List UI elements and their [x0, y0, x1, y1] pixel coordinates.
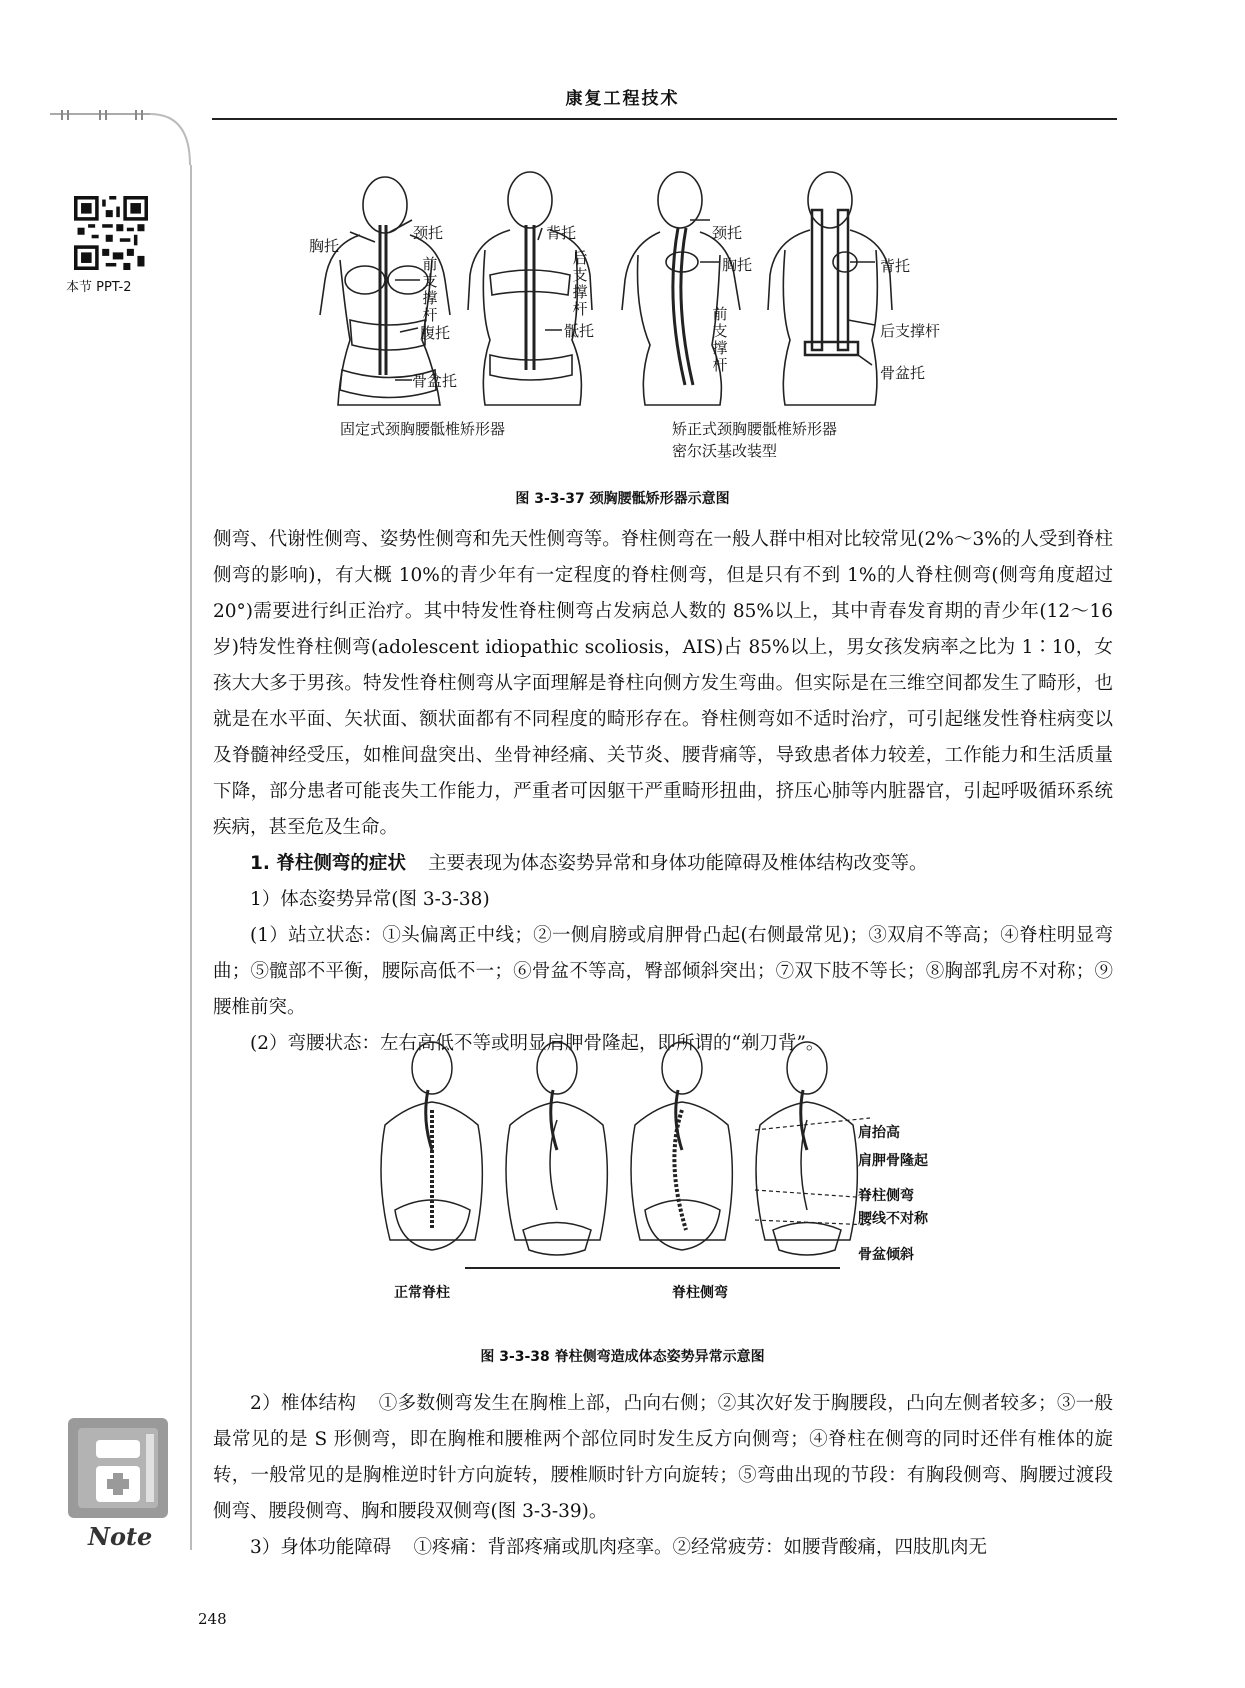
section1-heading: 1. 脊柱侧弯的症状: [250, 853, 406, 874]
item1-bending: (2）弯腰状态：左右高低不等或明显肩胛骨隆起，即所谓的“剃刀背”。: [250, 1033, 825, 1054]
figure1-right-subtitle-1: 矫正式颈胸腰骶椎矫形器: [672, 420, 838, 438]
item3-heading: 3）身体功能障碍: [250, 1537, 392, 1558]
body-text-block-2: [213, 1386, 1113, 1566]
label-scoliosis-spine: 脊柱侧弯: [672, 1285, 728, 1301]
label-pelvis-pad-2: 骨盆托: [880, 364, 926, 382]
qr-label: 本节 PPT-2: [66, 280, 132, 295]
item1-posture: 1）体态姿势异常(图 3-3-38): [250, 889, 490, 910]
label-back-pad: 背托: [546, 224, 577, 242]
label-pelvis-tilt: 骨盆倾斜: [858, 1247, 914, 1263]
label-rear-bar: 后支撑杆: [572, 249, 588, 318]
figure2-caption: 图 3-3-38 脊柱侧弯造成体态姿势异常示意图: [480, 1349, 765, 1365]
label-back-pad-2: 背托: [880, 257, 911, 275]
section1-text: 主要表现为体态姿势异常和身体功能障碍及椎体结构改变等。: [428, 853, 928, 874]
item2-vertebral-structure: [213, 1386, 1113, 1530]
item2-heading: 2）椎体结构: [250, 1393, 357, 1414]
label-shoulder-raised: 肩抬高: [858, 1125, 900, 1141]
figure-scoliosis-drawing: [370, 1040, 880, 1270]
label-front-bar-2: 前支撑杆: [712, 305, 728, 374]
item2-text: ①多数侧弯发生在胸椎上部，凸向右侧；②其次好发于胸腰段，凸向左侧者较多；③一般最常见的是 S 形侧弯，即在胸椎和腰椎两个部位同时发生反方向侧弯；④脊柱在侧弯的同时还伴有椎体的旋转，一般常见的是胸椎逆时针方向旋转，腰椎顺时针方向旋转；⑤弯曲出现的节段：有胸段侧弯、胸腰过渡段侧弯、腰段侧弯、胸和腰段双侧弯(图 3-3-39)。: [213, 1393, 1113, 1522]
label-spine-curved: 脊柱侧弯: [858, 1188, 914, 1204]
paragraph-scoliosis-overview: 侧弯、代谢性侧弯、姿势性侧弯和先天性侧弯等。脊柱侧弯在一般人群中相对比较常见(2%～3%的人受到脊柱侧弯的影响)，有大概 10%的青少年有一定程度的脊柱侧弯，但是只有不到 1%的人脊柱侧弯(侧弯角度超过 20°)需要进行纠正治疗。其中特发性脊柱侧弯占发病总人数的 85%以上，其中青春发育期的青少年(12～16 岁)特发性脊柱侧弯(adolescent idiopathic scoliosis，AIS)占 85%以上，男女孩发病率之比为 1∶10，女孩大大多于男孩。特发性脊柱侧弯从字面理解是脊柱向侧方发生弯曲。但实际是在三维空间都发生了畸形，也就是在水平面、矢状面、额状面都有不同程度的畸形存在。脊柱侧弯如不适时治疗，可引起继发性脊柱病变以及脊髓神经受压，如椎间盘突出、坐骨神经痛、关节炎、腰背痛等，导致患者体力较差，工作能力和生活质量下降，部分患者可能丧失工作能力，严重者可因躯干严重畸形扭曲，挤压心肺等内脏器官，引起呼吸循环系统疾病，甚至危及生命。: [213, 529, 1113, 838]
label-abdomen-pad: 腹托: [420, 324, 451, 342]
margin-decoration-icon: [0, 110, 200, 180]
figure1-caption: 图 3-3-37 颈胸腰骶矫形器示意图: [515, 491, 730, 507]
label-front-bar: 前支撑杆: [422, 255, 438, 324]
section-heading-symptoms: [213, 846, 1113, 882]
page-header-title: 康复工程技术: [565, 89, 680, 109]
margin-line: [190, 165, 192, 1550]
label-scapula-raised: 肩胛骨隆起: [858, 1153, 928, 1169]
label-chest-pad-2: 胸托: [722, 256, 753, 274]
item3-text: ①疼痛：背部疼痛或肌肉痉挛。②经常疲劳：如腰背酸痛，四肢肌肉无: [413, 1537, 987, 1558]
note-icon: [68, 1418, 168, 1518]
page-number: 248: [198, 1610, 227, 1628]
note-label: Note: [88, 1522, 153, 1551]
label-neck-pad: 颈托: [413, 224, 444, 242]
label-neck-pad-2: 颈托: [712, 224, 743, 242]
item1-standing: (1）站立状态：①头偏离正中线；②一侧肩膀或肩胛骨凸起(右侧最常见)；③双肩不等高；④脊柱明显弯曲；⑤髋部不平衡，腰际高低不一；⑥骨盆不等高，臀部倾斜突出；⑦双下肢不等长；⑧胸部乳房不对称；⑨腰椎前突。: [213, 925, 1113, 1018]
figure1-left-subtitle: 固定式颈胸腰骶椎矫形器: [340, 420, 506, 438]
header-rule: [212, 118, 1117, 120]
label-sacral-pad: 骶托: [564, 322, 595, 340]
label-waist-asymmetric: 腰线不对称: [858, 1211, 928, 1227]
label-rear-bar-2: 后支撑杆: [880, 322, 941, 340]
item3-function: [213, 1530, 1113, 1566]
figure-orthosis-drawing: [300, 170, 960, 420]
qr-code-icon[interactable]: [74, 196, 148, 270]
label-pelvis-pad: 骨盆托: [412, 372, 458, 390]
label-chest-pad: 胸托: [309, 237, 340, 255]
label-normal-spine: 正常脊柱: [394, 1285, 450, 1301]
figure1-right-subtitle-2: 密尔沃基改装型: [672, 442, 778, 460]
body-text-block-1: [213, 522, 1113, 1062]
